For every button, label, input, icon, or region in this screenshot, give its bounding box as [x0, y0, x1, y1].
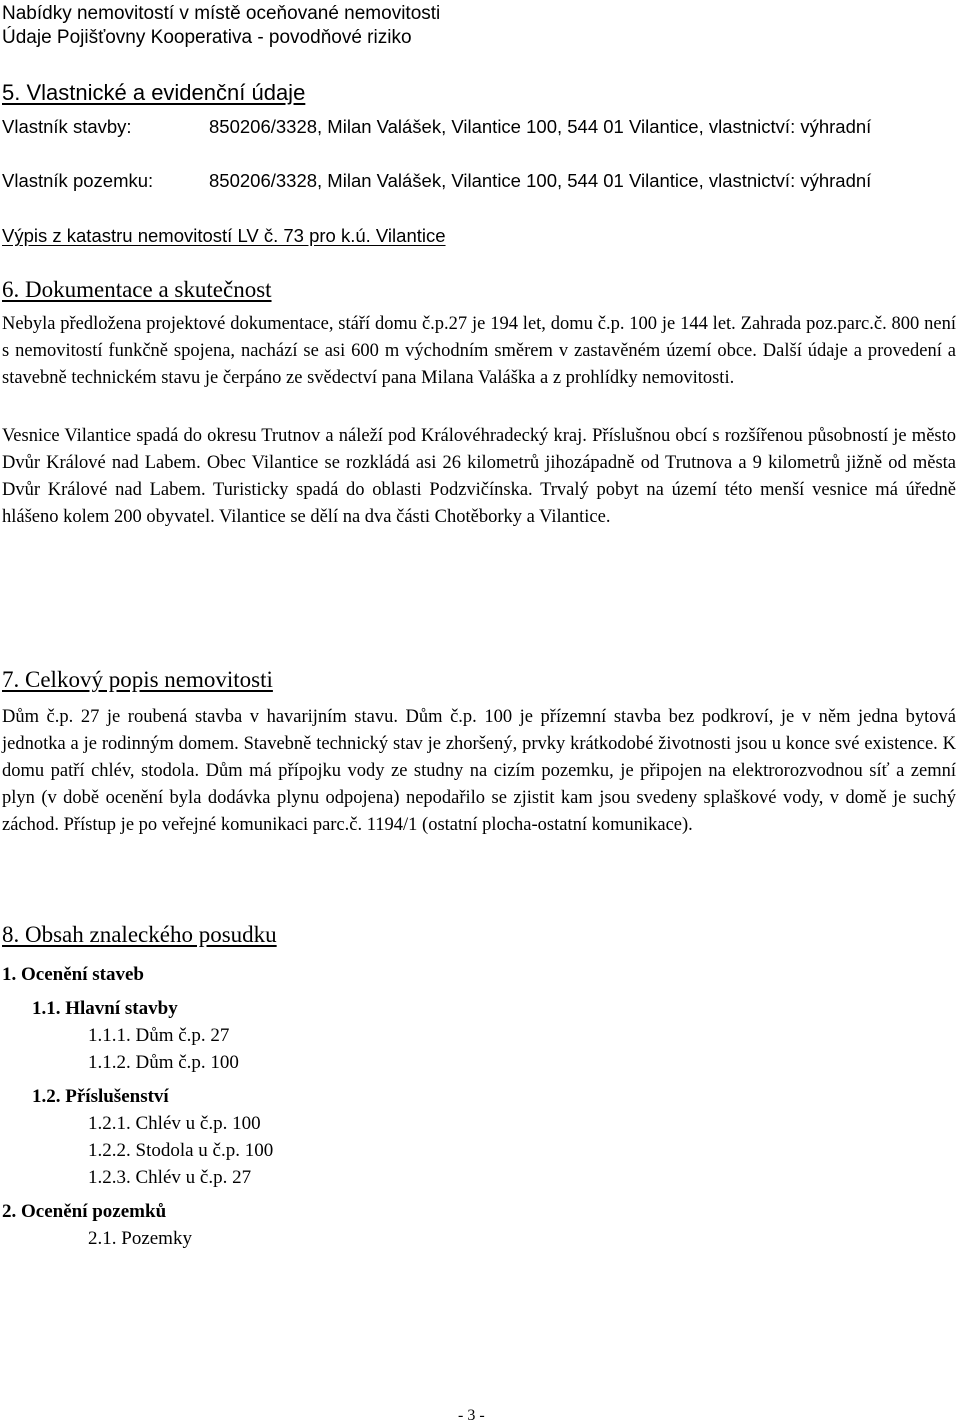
toc-item: 1.1. Hlavní stavby [32, 998, 178, 1019]
owner-building-value: 850206/3328, Milan Valášek, Vilantice 100, 544 01 Vilantice, vlastnictví: výhradní [209, 116, 872, 137]
owner-building-row [2, 114, 957, 168]
toc-item: 1.2.1. Chlév u č.p. 100 [88, 1113, 261, 1134]
section-5-title: 5. Vlastnické a evidenční údaje [2, 80, 306, 105]
section-8-title: 8. Obsah znaleckého posudku [2, 922, 277, 947]
owner-land-value: 850206/3328, Milan Valášek, Vilantice 100, 544 01 Vilantice, vlastnictví: výhradní [209, 170, 872, 191]
toc-item: 1.2.3. Chlév u č.p. 27 [88, 1167, 252, 1188]
toc-item: 1.1.1. Dům č.p. 27 [88, 1025, 230, 1046]
toc-item: 2.1. Pozemky [88, 1228, 192, 1249]
toc-item: 2. Ocenění pozemků [2, 1201, 167, 1222]
section-7-paragraph: Dům č.p. 27 je roubená stavba v havarijním stavu. Dům č.p. 100 je přízemní stavba bez podkroví, je v něm jedna bytová jednotka a je rodinným domem. Stavebně technický stav je zhoršený, prvky krátkodobé životnosti jsou u konce své existence. K domu patří chlév, stodola. Dům má přípojku vody ze studny na cizím pozemku, je připojen na elektrorozvodnou síť a zemní plyn (v době ocenění byla dodávka plynu odpojena) nepodařilo se zjistit kam jsou svedeny splaškové vody, v domě je suchý záchod. Přístup je po veřejné komunikaci parc.č. 1194/1 (ostatní plocha-ostatní komunikace). [2, 707, 956, 835]
owner-land-row [2, 168, 957, 222]
cadastre-extract-line: Výpis z katastru nemovitostí LV č. 73 pro k.ú. Vilantice [2, 225, 446, 246]
header-line-2: Údaje Pojišťovny Kooperativa - povodňové riziko [2, 27, 412, 48]
section-6-paragraph-1: Nebyla předložena projektové dokumentace, stáří domu č.p.27 je 194 let, domu č.p. 100 je 144 let. Zahrada poz.parc.č. 800 není s nemovitostí funkčně spojena, nachází se asi 600 m východním směrem v zastavěném území obce. Další údaje a provedení a stavebně technickém stavu je čerpáno ze svědectví pana Milana Valáška a z prohlídky nemovitosti. [2, 314, 956, 388]
toc-item: 1. Ocenění staveb [2, 964, 144, 985]
section-7-title: 7. Celkový popis nemovitosti [2, 667, 273, 692]
toc-item: 1.1.2. Dům č.p. 100 [88, 1052, 239, 1073]
page-number: - 3 - [458, 1407, 485, 1424]
owner-building-label: Vlastník stavby: [2, 116, 132, 137]
owner-land-label: Vlastník pozemku: [2, 170, 154, 191]
header-line-1: Nabídky nemovitostí v místě oceňované nemovitosti [2, 3, 441, 24]
toc-item: 1.2.2. Stodola u č.p. 100 [88, 1140, 274, 1161]
toc-item: 1.2. Příslušenství [32, 1086, 169, 1107]
section-6-title: 6. Dokumentace a skutečnost [2, 277, 272, 302]
section-6-paragraph-2: Vesnice Vilantice spadá do okresu Trutnov a náleží pod Královéhradecký kraj. Příslušnou obcí s rozšířenou působností je město Dvůr Králové nad Labem. Obec Vilantice se rozkládá asi 26 kilometrů jihozápadně od Trutnova a 9 kilometrů jižně od města Dvůr Králové nad Labem. Turisticky spadá do oblasti Podzvičínska. Trvalý pobyt na území této menší vesnice má úředně hlášeno kolem 200 obyvatel. Vilantice se dělí na dva části Chotěborky a Vilantice. [2, 426, 956, 527]
